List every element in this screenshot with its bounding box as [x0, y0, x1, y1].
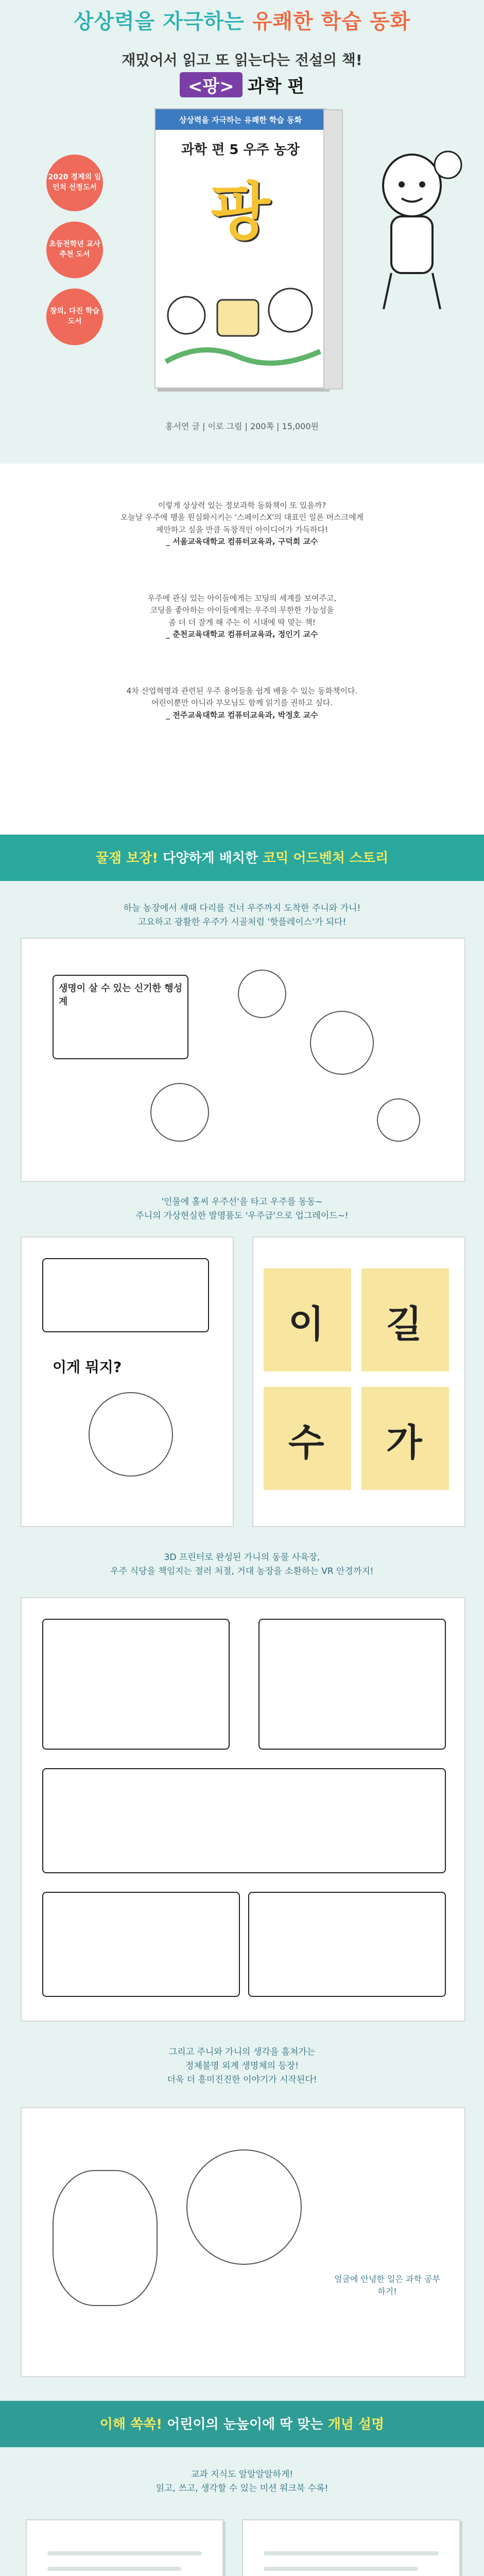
comic-panel-5 [21, 2107, 465, 2377]
letter: 가 [386, 1421, 422, 1464]
comic-panel-1 [21, 938, 465, 1182]
quote-2: 우주에 관심 있는 아이들에게는 꼬딩의 세계를 보여주고, 코딩을 좋아하는 아이들에게는 우주의 무한한 가능성을 좀 더 더 잘게 해 주는 이 시대에 딱 맞는 책! _ 춘천교육대학교 컴퓨터교육과, 정인기 교수 [0, 592, 484, 640]
hero-title-b: 유쾌한 학습 동화 [252, 10, 411, 33]
goggle-sketch [42, 1258, 209, 1332]
creative-learning-badge: 창의, 다진 학습 도서 [46, 289, 103, 345]
hero-title-a: 상상력을 자극하는 [73, 10, 252, 33]
quote-1-author: _ 서울교육대학교 컴퓨터교육과, 구덕회 교수 [166, 536, 318, 546]
letter: 수 [288, 1421, 324, 1464]
text-line [47, 2551, 202, 2555]
text-line [264, 2567, 418, 2571]
book-spine [323, 109, 343, 389]
quote-1: 이렇게 상상력 있는 정보과학 동화책이 또 있을까? 오늘날 우주에 행을 원심화시키는 '스페이스X'의 대표인 일론 머스크에게 제안하고 싶을 만큼 독창적인 아이디어가 가득하다! _ 서울교육대학교 컴퓨터교육과, 구덕회 교수 [0, 500, 484, 548]
farm-sketch [42, 1768, 446, 1873]
planet-sketch [53, 975, 188, 1059]
planet-bubble [377, 1098, 420, 1142]
award-badge: 2020 경제의 일인치 선정도서 [46, 155, 103, 211]
text-line [264, 2551, 439, 2555]
book-info: 홍서연 글 | 이로 그림 | 200쪽 | 15,000원 [165, 421, 319, 431]
comic-mid-1: '인물에 홀씨 우주선'을 타고 우주를 동동~ 주니의 가상현실한 발명품도 '우주급'으로 업그레이드~! [135, 1197, 349, 1222]
comic-bottom: 그리고 주니와 가니의 생각을 흠쳐가는 정체불명 외계 생명체의 등장! 더욱 더 흥미진진한 이야기가 시작된다! [167, 2047, 317, 2086]
series-name: 과학 편 [247, 76, 305, 97]
hero-title [0, 5, 484, 35]
farm-sketch [248, 1892, 446, 1997]
recommendation-section [0, 464, 484, 835]
hero-subtitle: 재밌어서 읽고 또 읽는다는 전설의 책! [122, 52, 362, 69]
farm-sketch [42, 1619, 230, 1750]
hero-section [0, 0, 484, 464]
character-face [89, 1392, 173, 1477]
comic-banner-text: 꿀잼 보장! 다양하게 배치한 코믹 어드벤처 스토리 [95, 851, 389, 866]
quote-3-author: _ 전주교육대학교 컴퓨터교육과, 박정호 교수 [166, 710, 318, 720]
farm-sketch [42, 1892, 240, 1997]
planet-bubble [310, 1011, 374, 1075]
comic-intro: 하늘 농장에서 새때 다리를 건너 우주까지 도착한 주니와 가니! 고요하고 광활한 우주가 시골처럼 '핫플레이스'가 되다! [123, 903, 361, 928]
alien-figure [53, 2170, 158, 2306]
planet-bubble [238, 970, 286, 1018]
comic-banner [0, 835, 484, 881]
cover-illustration [155, 269, 325, 382]
comic-section [0, 881, 484, 2401]
planet-bubble [150, 1083, 209, 1142]
quote-2-author: _ 춘천교육대학교 컴퓨터교육과, 정인기 교수 [166, 629, 318, 639]
concept-banner [0, 2401, 484, 2447]
hero-series [0, 72, 484, 97]
letter: 이 [288, 1302, 324, 1346]
panel1-title: 생명이 살 수 있는 신기한 행성계 [59, 983, 182, 1007]
teacher-recommend-badge: 초등전학년 교사 추천 도서 [46, 222, 103, 278]
concept-page [242, 2519, 460, 2576]
letter: 길 [386, 1302, 422, 1346]
book-big-title: 팡 [211, 176, 270, 248]
comic-mid-2: 3D 프린터로 완성된 가니의 동물 사육장, 우주 식당을 책임지는 절러 처절, 거대 농장을 소환하는 VR 안경까지! [110, 1552, 374, 1577]
character-illustration [355, 144, 469, 330]
quote-3: 4차 산업혁명과 관련된 우주 용어들을 쉽게 배울 수 있는 동화책이다. 어린이뿐만 아니라 부모님도 함께 읽기를 권하고 싶다. _ 전주교육대학교 컴퓨터교육과, 박정호 교수 [0, 685, 484, 721]
concept-intro: 교과 지식도 알알알알하게! 읽고, 쓰고, 생각할 수 있는 미션 워크북 수록! [155, 2469, 329, 2494]
book-title: 과학 편 5 우주 농장 [181, 142, 300, 158]
character-figure [186, 2149, 302, 2265]
comic-panel-4 [21, 1597, 465, 2022]
concept-section [0, 2447, 484, 2576]
comic-panel-3 [252, 1236, 465, 1527]
book-top-banner: 상상력을 자극하는 유쾌한 학습 동화 [155, 109, 325, 130]
side-caption: 얼굴에 안녕한 일은 과학 공부하기! [334, 2274, 440, 2296]
comic-panel-2 [21, 1236, 234, 1527]
farm-sketch [258, 1619, 446, 1750]
text-line [47, 2567, 181, 2571]
book-cover [154, 108, 326, 388]
series-pill: <팡> [180, 72, 243, 97]
panel2-bubble: 이게 뭐지? [53, 1359, 122, 1376]
concept-page [26, 2519, 223, 2576]
concept-banner-text: 이해 쏙쏙! 어린이의 눈높이에 딱 맞는 개념 설명 [99, 2417, 385, 2432]
